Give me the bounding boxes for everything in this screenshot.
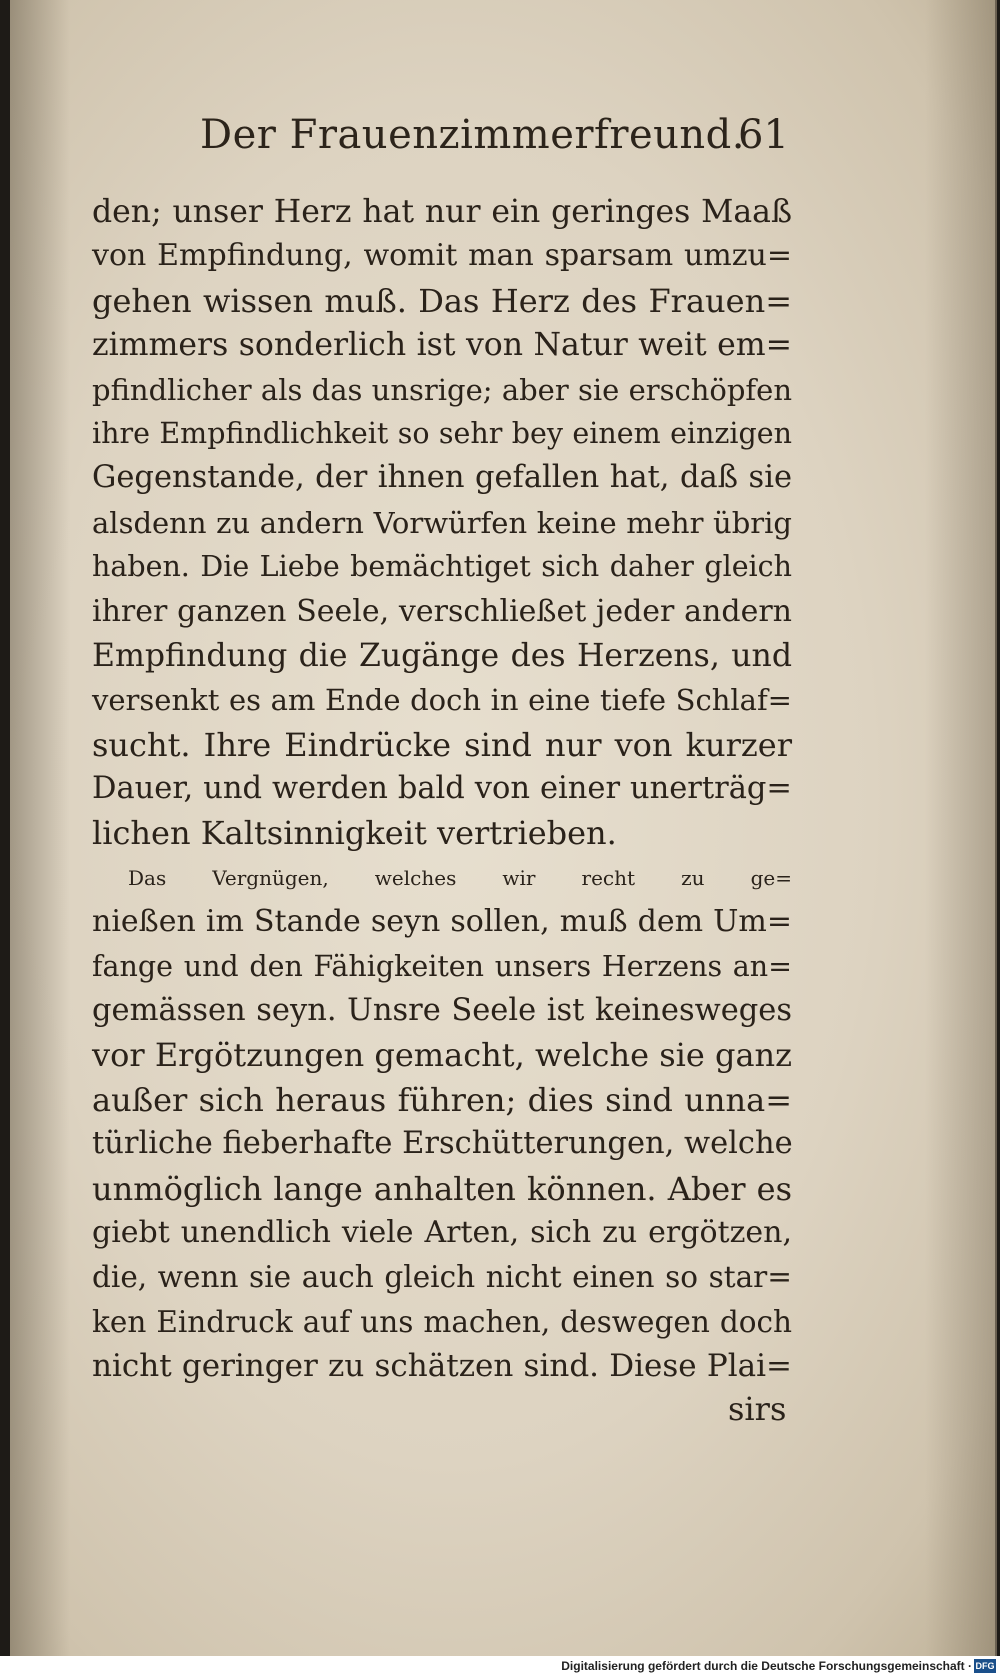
text-line: Empfindung die Zugänge des Herzens, und <box>92 637 792 674</box>
running-head: Der Frauenzimmerfreund. <box>200 112 745 158</box>
text-line: den; unser Herz hat nur ein geringes Maaß <box>92 194 792 230</box>
text-line: versenkt es am Ende doch in eine tiefe Schlaf= <box>92 683 792 718</box>
text-line: gemässen seyn. Unsre Seele ist keinesweges <box>92 993 792 1029</box>
catchword: sirs <box>728 1390 787 1428</box>
text-line: sucht. Ihre Eindrücke sind nur von kurzer <box>92 725 792 764</box>
text-line: nießen im Stande seyn sollen, muß dem Um= <box>92 904 792 940</box>
text-line: giebt unendlich viele Arten, sich zu ergötzen, <box>92 1214 792 1250</box>
text-line: unmöglich lange anhalten können. Aber es <box>92 1169 792 1208</box>
text-line: außer sich heraus führen; dies sind unna= <box>92 1080 792 1119</box>
paragraph-start-line: Das Vergnügen, welches wir recht zu ge= <box>128 865 792 890</box>
text-line: vor Ergötzungen gemacht, welche sie ganz <box>92 1036 792 1075</box>
text-line: zimmers sonderlich ist von Natur weit em= <box>92 327 792 364</box>
digitization-footer <box>0 1656 1000 1677</box>
text-line: fange und den Fähigkeiten unsers Herzens an= <box>92 949 792 983</box>
text-line: alsdenn zu andern Vorwürfen keine mehr übrig <box>92 505 792 540</box>
text-line: pfindlicher als das unsrige; aber sie erschöpfen <box>92 372 792 407</box>
book-page <box>10 0 997 1656</box>
text-line: Dauer, und werden bald von einer unerträg= <box>92 771 792 807</box>
text-line: ihrer ganzen Seele, verschließet jeder andern <box>92 593 792 629</box>
text-line: ken Eindruck auf uns machen, deswegen doch <box>92 1304 792 1339</box>
text-line: türliche fieberhafte Erschütterungen, welche <box>92 1126 793 1162</box>
text-line: ihre Empfindlichkeit so sehr bey einem einzigen <box>92 416 792 450</box>
text-line: die, wenn sie auch gleich nicht einen so star= <box>92 1260 792 1295</box>
text-line: nicht geringer zu schätzen sind. Diese Plai= <box>92 1348 792 1385</box>
paragraph-end-line: lichen Kaltsinnigkeit vertrieben. <box>92 814 617 853</box>
text-line: haben. Die Liebe bemächtiget sich daher gleich <box>92 550 792 584</box>
dfg-logo-icon: DFG <box>975 1661 995 1671</box>
text-line: gehen wissen muß. Das Herz des Frauen= <box>92 281 792 320</box>
body-text <box>92 190 792 1389</box>
text-line: Gegenstande, der ihnen gefallen hat, daß sie <box>92 460 792 496</box>
funding-credit: Digitalisierung gefördert durch die Deutsche Forschungsgemeinschaft · <box>561 1659 972 1673</box>
page-number: 61 <box>738 112 789 158</box>
text-line: von Empfindung, womit man sparsam umzu= <box>92 238 792 274</box>
